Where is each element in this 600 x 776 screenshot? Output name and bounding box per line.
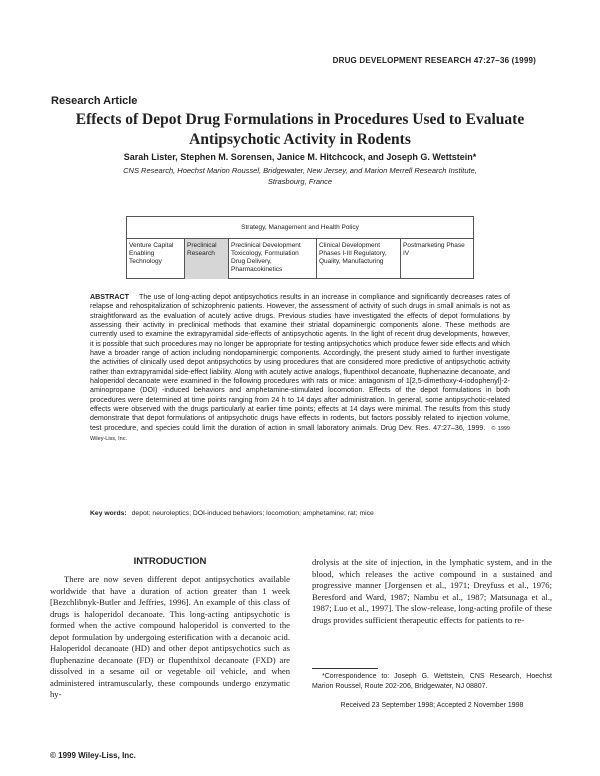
- footer-copyright: © 1999 Wiley-Liss, Inc.: [50, 751, 136, 760]
- article-title: Effects of Depot Drug Formulations in Procedures Used to Evaluate Antipsychotic Activity in Rodents: [75, 111, 525, 148]
- intro-right-column: drolysis at the site of injection, in the lymphatic system, and in the blood, which releases the active compound in a sustained and progressive manner [Jorgensen et al., 1971; Dreyfuss et al., 1976; Beresford and Ward, 1987; Nambu et al., 1987; Matsunaga et al., 1987; Luo et al., 1997]. The slow-release, long-acting profile of these drugs provides sufficient therapeutic effects for patients to re-: [312, 557, 552, 625]
- article-type: Research Article: [51, 95, 138, 107]
- abstract-copyright: © 1999 Wiley-Liss, Inc.: [90, 425, 510, 443]
- intro-left-column: There are now seven different depot antipsychotics available worldwide that have a duration of action greater than 1 week [Bezchlibnyk-Butler and Jeffries, 1996]. An example of this class of drugs is haloperidol decanoate. This long-acting antipsychotic is formed when the active compound haloperidol is converted to the depot formulation by undergoing esterification with a decanoic acid. Haloperidol decanoate (HD) and other depot antipsychotics such as fluphenazine decanoate (FD) or flupenthixol decanoate (FXD) are dissolved in a sesame oil or vegetable oil vehicle, and when administered intramuscularly, these compounds undergo enzymatic hy-: [50, 574, 290, 699]
- correspondence-footnote: *Correspondence to: Joseph G. Wettstein, CNS Research, Hoechst Marion Roussel, Route 202-206, Bridgewater, NJ 08807.: [312, 673, 552, 690]
- stage-preclinical-research: Preclinical Research: [185, 239, 229, 279]
- stage-clinical-development: Clinical Development Phases I-III Regulatory, Quality, Manufacturing: [317, 239, 401, 279]
- diagram-stages: [127, 239, 473, 279]
- author-list: Sarah Lister, Stephen M. Sorensen, Janice M. Hitchcock, and Joseph G. Wettstein*: [123, 152, 477, 162]
- journal-header: DRUG DEVELOPMENT RESEARCH 47:27–36 (1999): [332, 56, 536, 65]
- stage-venture-capital: Venture Capital Enabling Technology: [127, 239, 185, 279]
- received-dates: Received 23 September 1998; Accepted 2 November 1998: [340, 702, 524, 709]
- abstract: [90, 293, 510, 445]
- diagram-banner: Strategy, Management and Health Policy: [127, 217, 473, 239]
- keywords-text: depot; neuroleptics; DOI-induced behaviors; locomotion; amphetamine; rat; mice: [131, 510, 374, 517]
- drug-development-diagram: [126, 216, 474, 279]
- footnote-divider: [312, 668, 378, 669]
- affiliation: CNS Research, Hoechst Marion Roussel, Bridgewater, New Jersey, and Marion Merrell Research Institute, Strasbourg, France: [123, 166, 477, 186]
- introduction-heading: INTRODUCTION: [133, 556, 207, 567]
- keywords-label: Key words:: [90, 510, 127, 517]
- abstract-text: The use of long-acting depot antipsychotics results in an increase in compliance and significantly decreases rates of relapse and rehospitalization of schizophrenic patients. However, the assessment of activity of such drugs in small animals is not as straightforward as the evaluation of acutely active drugs. Previous studies have investigated the effects of depot formulations by assessing their activity in preclinical methods that examine their striatal dopaminergic components alone. These methods are currently used to examine the extrapyramidal side-effects of antipsychotic agents. In the light of recent drug developments, however, it is possible that such procedures may no longer be appropriate for testing antipsychotics which produce fewer side effects and which have a broader range of action including nondopaminergic components. Accordingly, the present study aimed to further investigate the activities of clinically used depot antipsychotics by using procedures that are considered more predictive of antipsychotic activity rather than extrapyramidal side-effect liability. Along with acutely active analogs, flupenthixol decanoate, fluphenazine decanoate, and haloperidol decanoate were examined in the following procedures with rats or mice: antagonism of 1[2,5-dimethoxy-4-iodophenyl]-2-aminopropane (DOI) -induced behaviors and amphetamine-stimulated locomotion. Effects of the depot formulations in both procedures were determined at time points ranging from 24 h to 14 days after administration. In general, some antipsychotic-related effects were observed with the drugs particularly at earlier time points; effects at 14 days were minimal. The results from this study demonstrate that depot formulations of antipsychotic drugs have effects in rodents, but factors possibly related to injection volume, test procedure, and species could limit the duration of action in small laboratory animals. Drug Dev. Res. 47:27–36, 1999.: [90, 293, 510, 432]
- keywords: [90, 510, 510, 517]
- stage-postmarketing: Postmarketing Phase IV: [403, 242, 465, 257]
- abstract-label: ABSTRACT: [90, 293, 130, 301]
- stage-preclinical-development: Preclinical Development Toxicology, Formulation Drug Delivery, Pharmacokinetics: [229, 239, 317, 279]
